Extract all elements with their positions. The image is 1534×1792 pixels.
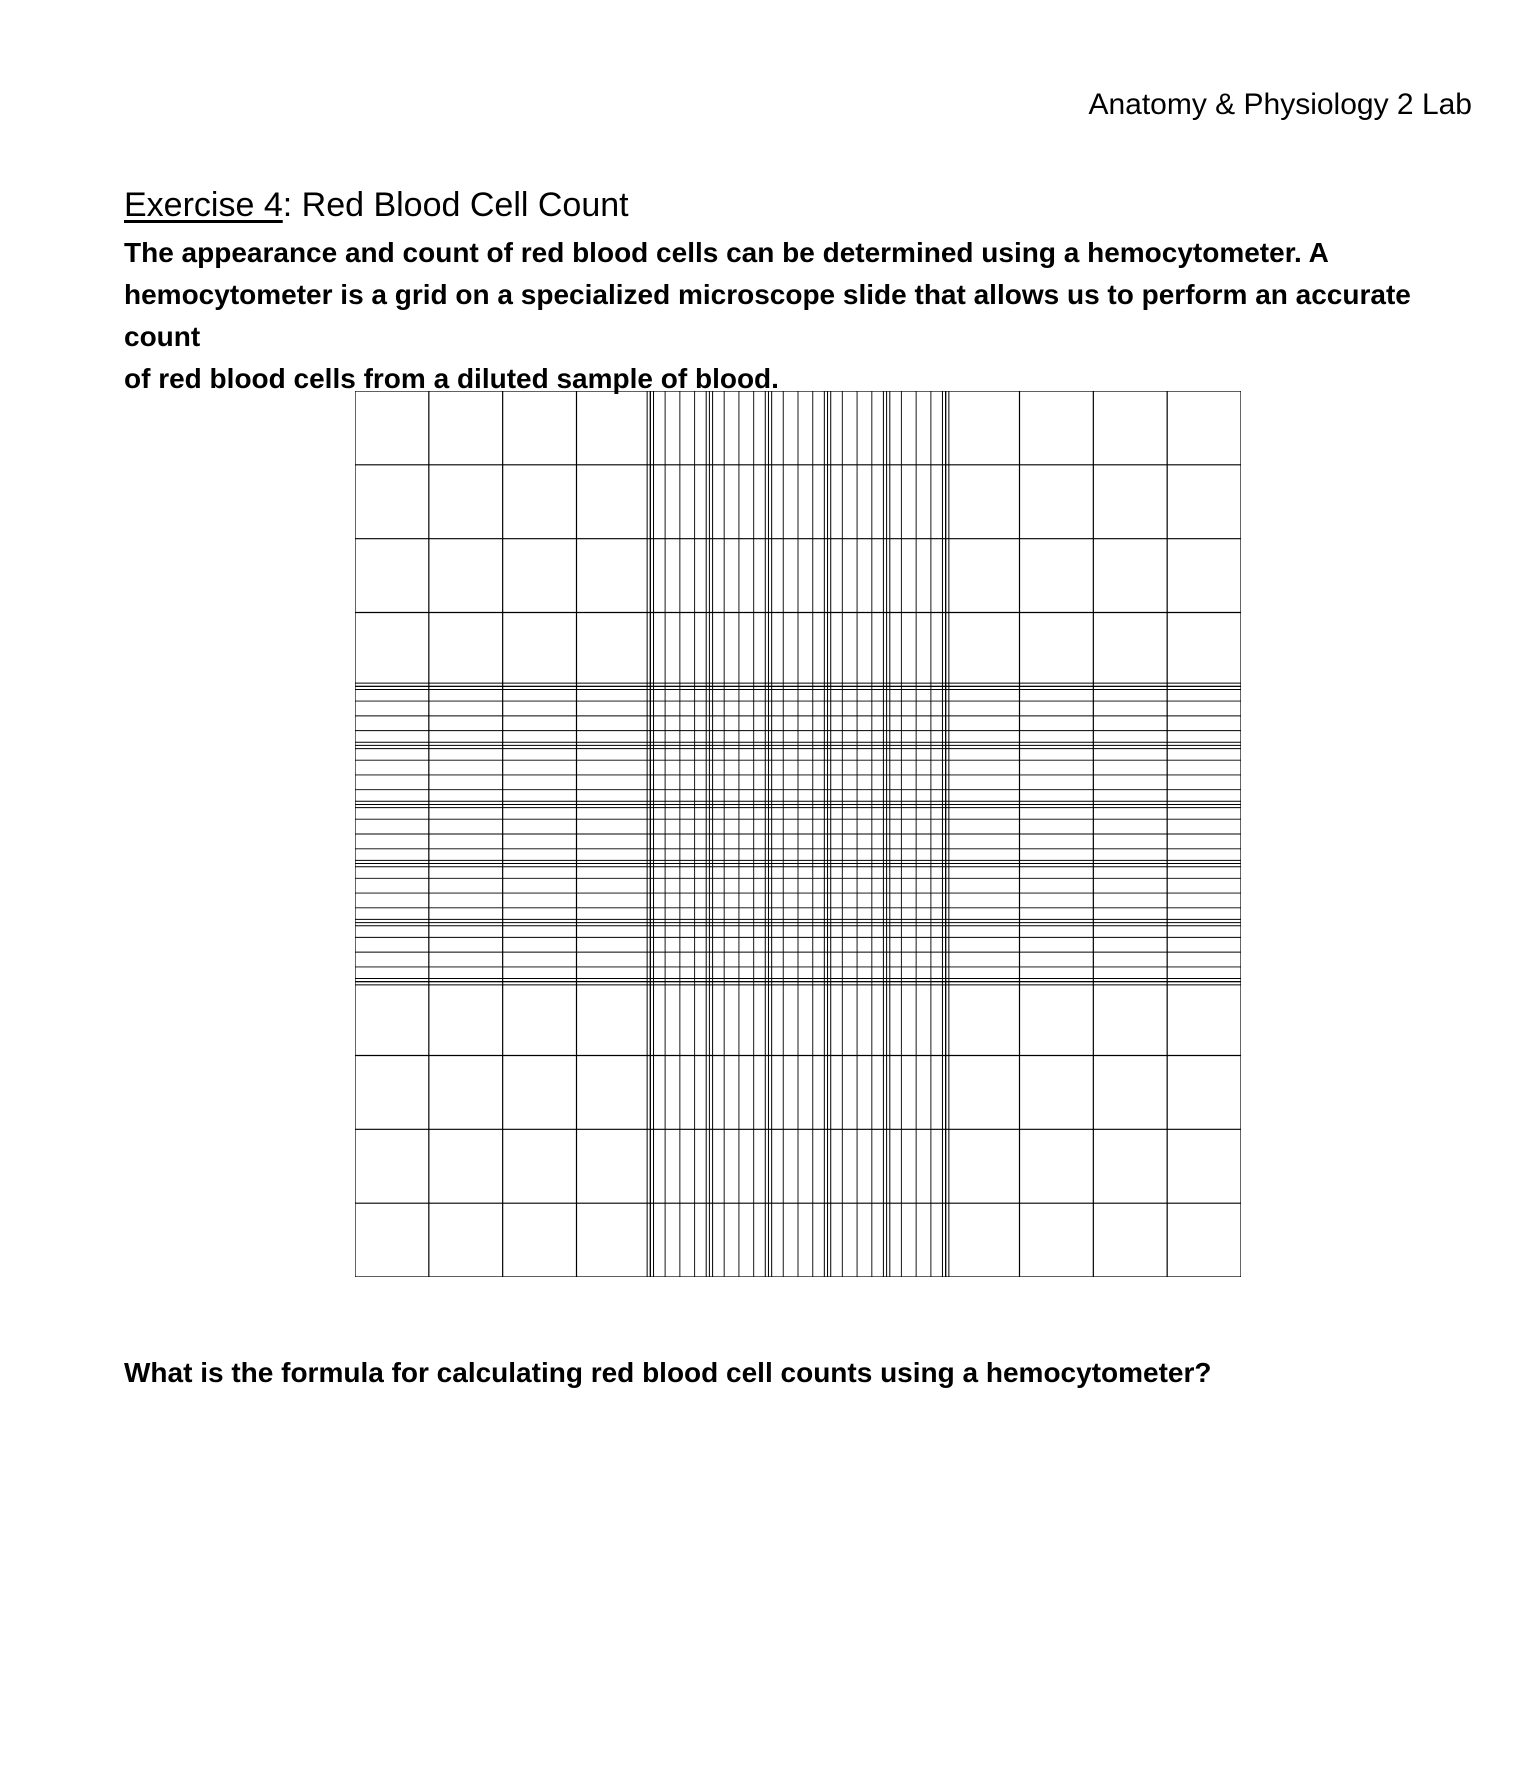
intro-paragraph (124, 232, 1474, 400)
exercise-name: Red Blood Cell Count (292, 186, 629, 224)
exercise-title (124, 186, 629, 225)
exercise-number: Exercise 4 (124, 186, 283, 224)
intro-line: The appearance and count of red blood cells can be determined using a hemocytometer. A (124, 237, 1329, 268)
hemocytometer-grid-icon (355, 391, 1241, 1277)
intro-line: hemocytometer is a grid on a specialized microscope slide that allows us to perform an accurate count (124, 279, 1411, 352)
course-header: Anatomy & Physiology 2 Lab (1088, 88, 1472, 121)
question-text: What is the formula for calculating red blood cell counts using a hemocytometer? (124, 1357, 1212, 1388)
exercise-separator: : (282, 186, 293, 224)
intro-line: of red blood cells from a diluted sample of blood. (124, 363, 779, 394)
